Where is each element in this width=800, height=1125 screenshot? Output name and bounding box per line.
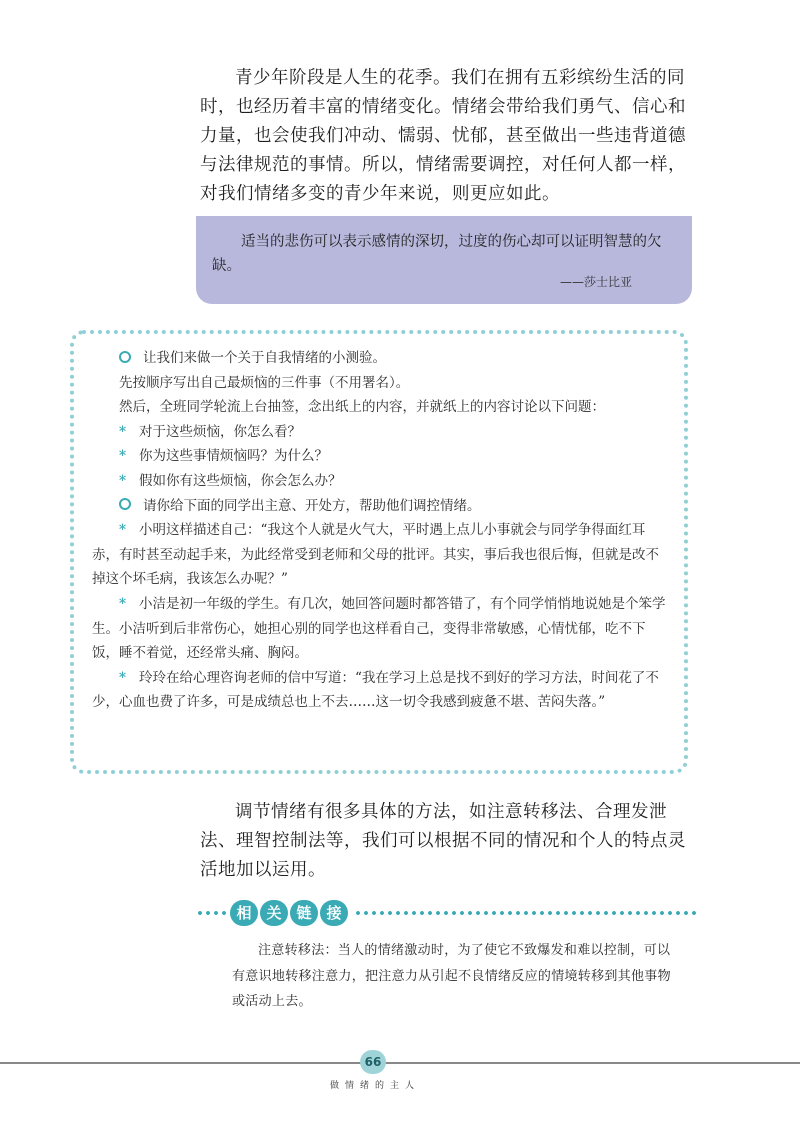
activity-section xyxy=(92,346,672,715)
activity-line: 让我们来做一个关于自我情绪的小测验。 xyxy=(143,350,386,366)
star-bullet-icon: * xyxy=(119,423,127,440)
circle-bullet-icon xyxy=(119,498,131,510)
activity-step: 先按顺序写出自己最烦恼的三件事（不用署名）。 xyxy=(119,374,410,391)
activity-intro xyxy=(92,346,672,371)
quote-text: 适当的悲伤可以表示感情的深切，过度的伤心却可以证明智慧的欠缺。 xyxy=(212,234,662,274)
activity-step: 然后，全班同学轮流上台抽签，念出纸上的内容，并就纸上的内容讨论以下问题： xyxy=(119,399,605,416)
related-links-header xyxy=(196,900,696,926)
title-char: 相 xyxy=(230,900,258,926)
star-bullet-icon: * xyxy=(119,522,127,539)
case-xiaoming xyxy=(92,518,672,592)
star-bullet-icon: * xyxy=(119,669,127,686)
case-text: 小洁是初一年级的学生。有几次，她回答问题时都答错了，有个同学悄悄地说她是个笨学生。小洁听到后非常伤心，她担心别的同学也这样看自己，变得非常敏感，心情忧郁，吃不下饭，睡不着觉，还经常头痛、胸闷。 xyxy=(92,595,666,662)
title-char: 链 xyxy=(290,900,318,926)
chapter-title: 做情绪的主人 xyxy=(329,1081,420,1091)
intro-section xyxy=(200,64,700,209)
question-text: 假如你有这些烦恼，你会怎么办？ xyxy=(139,472,342,489)
related-text: 注意转移法：当人的情绪激动时，为了使它不致爆发和难以控制，可以有意识地转移注意力，把注意力从引起不良情绪反应的情境转移到其他事物或活动上去。 xyxy=(232,943,671,1009)
discussion-question xyxy=(92,444,672,469)
title-char: 接 xyxy=(320,900,348,926)
methods-paragraph: 调节情绪有很多具体的方法，如注意转移法、合理发泄法、理智控制法等，我们可以根据不同的情况和个人的特点灵活地加以运用。 xyxy=(200,802,686,880)
intro-paragraph: 青少年阶段是人生的花季。我们在拥有五彩缤纷生活的同时，也经历着丰富的情绪变化。情绪会带给我们勇气、信心和力量，也会使我们冲动、懦弱、忧郁，甚至做出一些违背道德与法律规范的事情。所以，情绪需要调控，对任何人都一样，对我们情绪多变的青少年来说，则更应如此。 xyxy=(200,68,686,204)
star-bullet-icon: * xyxy=(119,448,127,465)
star-bullet-icon: * xyxy=(119,595,127,612)
page-number: 66 xyxy=(360,1050,386,1074)
related-links-title xyxy=(230,900,348,926)
dotted-divider xyxy=(196,910,226,916)
case-text: 玲玲在给心理咨询老师的信中写道：“我在学习上总是找不到好的学习方法，时间花了不少，心血也费了许多，可是成绩总也上不去……这一切令我感到疲惫不堪、苦闷失落。” xyxy=(92,669,659,711)
related-links-content xyxy=(232,938,672,1015)
discussion-question xyxy=(92,420,672,445)
task-text: 请你给下面的同学出主意、开处方，帮助他们调控情绪。 xyxy=(143,497,481,514)
case-lingling xyxy=(92,666,672,715)
footer-rule xyxy=(0,1062,800,1064)
star-bullet-icon: * xyxy=(119,472,127,489)
case-xiaojie xyxy=(92,592,672,666)
circle-bullet-icon xyxy=(119,351,131,363)
question-text: 你为这些事情烦恼吗？为什么？ xyxy=(139,448,328,465)
case-text: 小明这样描述自己：“我这个人就是火气大，平时遇上点儿小事就会与同学争得面红耳赤，有时甚至动起手来，为此经常受到老师和父母的批评。其实，事后我也很后悔，但就是改不掉这个坏毛病，我该怎么办呢？” xyxy=(92,522,659,588)
activity-task xyxy=(92,494,672,519)
discussion-question xyxy=(92,469,672,494)
dotted-divider xyxy=(354,910,696,916)
quote-author: ——莎士比亚 xyxy=(559,275,632,289)
methods-section xyxy=(200,798,700,885)
title-char: 关 xyxy=(260,900,288,926)
quote-box xyxy=(196,216,692,304)
question-text: 对于这些烦恼，你怎么看？ xyxy=(139,423,301,440)
